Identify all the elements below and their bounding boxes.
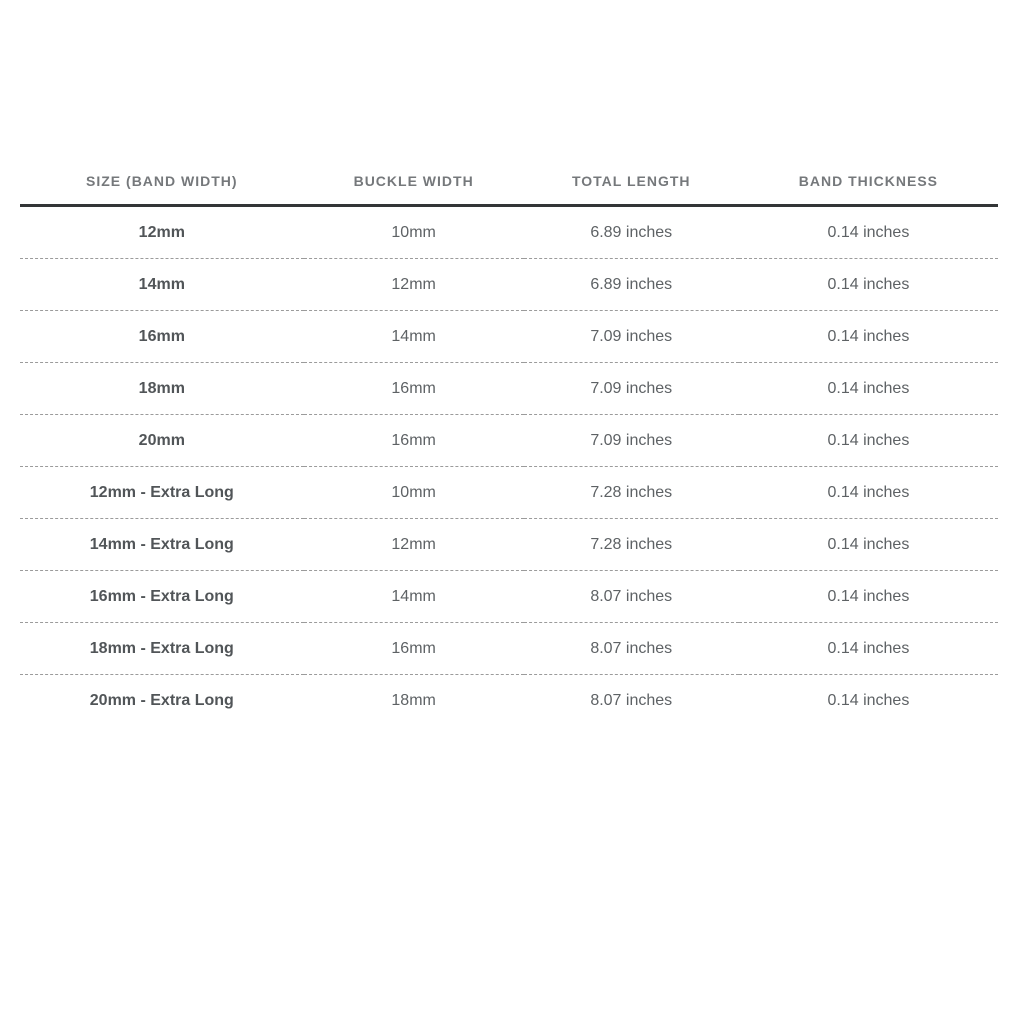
total-length-cell: 8.07 inches	[524, 571, 739, 623]
band-thickness-cell: 0.14 inches	[739, 206, 998, 259]
size-cell: 14mm	[20, 259, 304, 311]
band-thickness-cell: 0.14 inches	[739, 571, 998, 623]
buckle-width-cell: 14mm	[304, 311, 524, 363]
table-row	[20, 623, 998, 675]
buckle-width-cell: 14mm	[304, 571, 524, 623]
buckle-width-cell: 10mm	[304, 467, 524, 519]
size-cell: 18mm	[20, 363, 304, 415]
table-row	[20, 519, 998, 571]
size-cell: 16mm	[20, 311, 304, 363]
buckle-width-cell: 16mm	[304, 623, 524, 675]
buckle-width-cell: 10mm	[304, 206, 524, 259]
table-row	[20, 415, 998, 467]
size-cell: 20mm - Extra Long	[89, 691, 234, 709]
total-length-cell: 7.09 inches	[524, 363, 739, 415]
band-thickness-cell: 0.14 inches	[739, 259, 998, 311]
column-header-total-length: TOTAL LENGTH	[524, 157, 739, 206]
total-length-cell: 8.07 inches	[524, 623, 739, 675]
size-chart-table	[20, 157, 998, 726]
total-length-cell: 7.09 inches	[524, 311, 739, 363]
buckle-width-cell: 12mm	[304, 519, 524, 571]
table-row	[20, 675, 998, 727]
buckle-width-cell: 16mm	[304, 415, 524, 467]
table-row	[20, 206, 998, 259]
size-cell: 12mm	[20, 206, 304, 259]
total-length-cell: 7.28 inches	[524, 467, 739, 519]
size-cell: 16mm - Extra Long	[20, 571, 304, 623]
band-thickness-cell: 0.14 inches	[827, 691, 910, 709]
header-row	[20, 157, 998, 206]
table-row	[20, 311, 998, 363]
total-length-cell: 6.89 inches	[524, 259, 739, 311]
size-chart	[20, 157, 998, 726]
band-thickness-cell: 0.14 inches	[739, 363, 998, 415]
total-length-cell: 8.07 inches	[590, 691, 673, 709]
size-cell: 14mm - Extra Long	[20, 519, 304, 571]
size-cell: 12mm - Extra Long	[20, 467, 304, 519]
band-thickness-cell: 0.14 inches	[739, 623, 998, 675]
band-thickness-cell: 0.14 inches	[739, 415, 998, 467]
column-header-band-thickness: BAND THICKNESS	[739, 157, 998, 206]
buckle-width-cell: 18mm	[391, 691, 436, 709]
size-cell: 18mm - Extra Long	[20, 623, 304, 675]
total-length-cell: 7.28 inches	[524, 519, 739, 571]
table-row	[20, 259, 998, 311]
column-header-size: SIZE (BAND WIDTH)	[20, 157, 304, 206]
size-cell: 20mm	[20, 415, 304, 467]
table-row	[20, 467, 998, 519]
column-header-buckle-width: BUCKLE WIDTH	[304, 157, 524, 206]
band-thickness-cell: 0.14 inches	[739, 311, 998, 363]
band-thickness-cell: 0.14 inches	[739, 467, 998, 519]
total-length-cell: 7.09 inches	[524, 415, 739, 467]
buckle-width-cell: 16mm	[304, 363, 524, 415]
total-length-cell: 6.89 inches	[524, 206, 739, 259]
band-thickness-cell: 0.14 inches	[739, 519, 998, 571]
table-row	[20, 363, 998, 415]
table-row	[20, 571, 998, 623]
buckle-width-cell: 12mm	[304, 259, 524, 311]
